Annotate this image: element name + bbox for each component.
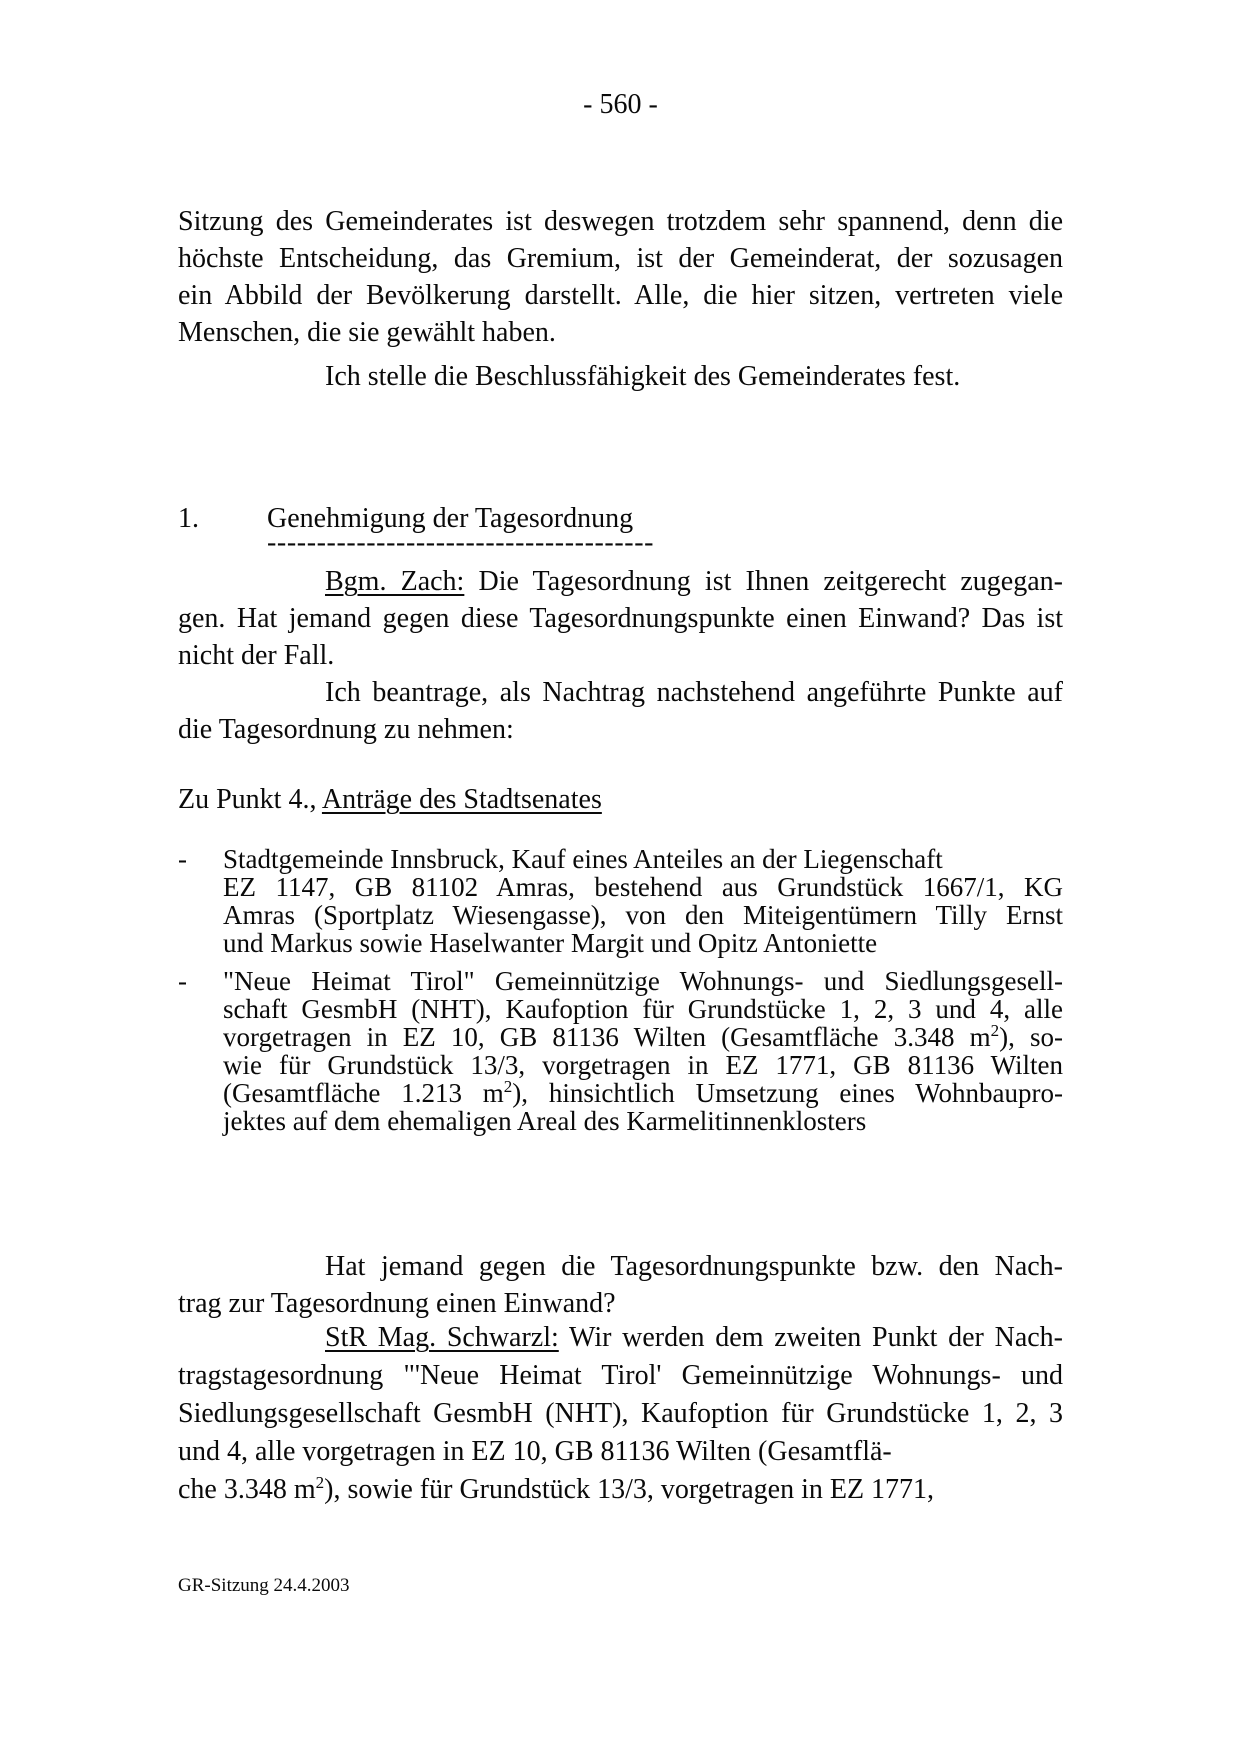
- list-item-segment: (Gesamtfläche 1.213 m: [223, 1078, 504, 1108]
- list-item-segment: ), hinsichtlich Umsetzung eines Wohnbaupro-: [512, 1078, 1063, 1108]
- superscript-two: 2: [503, 1077, 513, 1096]
- question-line: Hat jemand gegen die Tagesordnungspunkte bzw. den Nach-: [325, 1251, 1063, 1282]
- list-item-line: jektes auf dem ehemaligen Areal des Karmelitinnenklosters: [223, 1106, 867, 1136]
- list-item-text: [223, 967, 1063, 1135]
- speech-line: [178, 563, 1063, 600]
- title-dashed-underline: ---------------------------------------: [267, 527, 655, 558]
- agenda-item-number: 1.: [178, 503, 199, 534]
- agenda-item-heading: [178, 502, 1063, 558]
- speech-line: gen. Hat jemand gegen diese Tagesordnungspunkte einen Einwand? Das ist: [178, 603, 1063, 634]
- agenda-item-title: Genehmigung der Tagesordnung: [267, 503, 634, 534]
- list-item-segment: ), so-: [999, 1022, 1063, 1052]
- speech-text: Die Tagesordnung ist Ihnen zeitgerecht zugegan-: [464, 566, 1063, 597]
- councillor-speech-paragraph: [178, 1319, 1063, 1509]
- list-item-line: und Markus sowie Haselwanter Margit und Opitz Antoniette: [223, 928, 878, 958]
- list-item-line: "Neue Heimat Tirol" Gemeinnützige Wohnungs- und Siedlungsgesell-: [223, 966, 1063, 996]
- footer-session-label: GR-Sitzung 24.4.2003: [178, 1575, 350, 1596]
- list-item-line: schaft GesmbH (NHT), Kaufoption für Grundstücke 1, 2, 3 und 4, alle: [223, 994, 1063, 1024]
- intro-line: Menschen, die sie gewählt haben.: [178, 317, 556, 348]
- list-item-line: EZ 1147, GB 81102 Amras, bestehend aus Grundstück 1667/1, KG: [223, 872, 1063, 902]
- list-item-text: [223, 845, 1063, 957]
- page-number: - 560 -: [583, 89, 658, 120]
- quorum-statement: Ich stelle die Beschlussfähigkeit des Gemeinderates fest.: [325, 361, 961, 392]
- supplement-prefix: Zu Punkt 4.,: [178, 784, 322, 815]
- mayor-speech-paragraph: [178, 563, 1063, 748]
- list-item-line: wie für Grundstück 13/3, vorgetragen in EZ 1771, GB 81136 Wilten: [223, 1050, 1063, 1080]
- question-line: trag zur Tagesordnung einen Einwand?: [178, 1288, 616, 1319]
- list-item-line: Stadtgemeinde Innsbruck, Kauf eines Anteiles an der Liegenschaft: [223, 844, 943, 874]
- intro-line: Sitzung des Gemeinderates ist deswegen trotzdem sehr spannend, denn die: [178, 206, 1063, 237]
- speaker-name: Bgm. Zach:: [325, 566, 465, 597]
- speech-line: [178, 1319, 1063, 1357]
- question-paragraph: [178, 1248, 1063, 1322]
- intro-line: höchste Entscheidung, das Gremium, ist der Gemeinderat, der sozusagen: [178, 243, 1063, 274]
- agenda-item-title-block: [267, 502, 655, 558]
- speech-line: die Tagesordnung zu nehmen:: [178, 714, 514, 745]
- speech-line: Siedlungsgesellschaft GesmbH (NHT), Kaufoption für Grundstücke 1, 2, 3: [178, 1398, 1063, 1429]
- supplement-heading: [178, 785, 1063, 815]
- list-item-line: [223, 1079, 1063, 1107]
- bullet-dash: -: [178, 966, 187, 996]
- superscript-two: 2: [990, 1021, 1000, 1040]
- speech-line: Ich beantrage, als Nachtrag nachstehend angeführte Punkte auf: [325, 677, 1063, 708]
- speech-line: nicht der Fall.: [178, 640, 335, 671]
- speech-line: und 4, alle vorgetragen in EZ 10, GB 81136 Wilten (Gesamtflä-: [178, 1436, 892, 1467]
- bullet-dash: -: [178, 844, 187, 874]
- agenda-list-item: [178, 845, 1063, 957]
- list-item-segment: vorgetragen in EZ 10, GB 81136 Wilten (Gesamtfläche 3.348 m: [223, 1022, 991, 1052]
- speech-segment: ), sowie für Grundstück 13/3, vorgetragen in EZ 1771,: [324, 1474, 935, 1505]
- list-item-line: [223, 1023, 1063, 1051]
- speech-text: Wir werden dem zweiten Punkt der Nach-: [558, 1322, 1063, 1353]
- intro-paragraph: [178, 203, 1063, 351]
- speech-segment: che 3.348 m: [178, 1474, 316, 1505]
- superscript-two: 2: [315, 1473, 325, 1492]
- intro-line: ein Abbild der Bevölkerung darstellt. Alle, die hier sitzen, vertreten viele: [178, 280, 1063, 311]
- agenda-list-item: [178, 967, 1063, 1135]
- speech-line: [178, 1471, 1063, 1509]
- speech-line: tragstagesordnung "'Neue Heimat Tirol' Gemeinnützige Wohnungs- und: [178, 1360, 1063, 1391]
- list-item-line: Amras (Sportplatz Wiesengasse), von den Miteigentümern Tilly Ernst: [223, 900, 1063, 930]
- supplement-title: Anträge des Stadtsenates: [321, 784, 602, 815]
- speaker-name: StR Mag. Schwarzl:: [325, 1322, 559, 1353]
